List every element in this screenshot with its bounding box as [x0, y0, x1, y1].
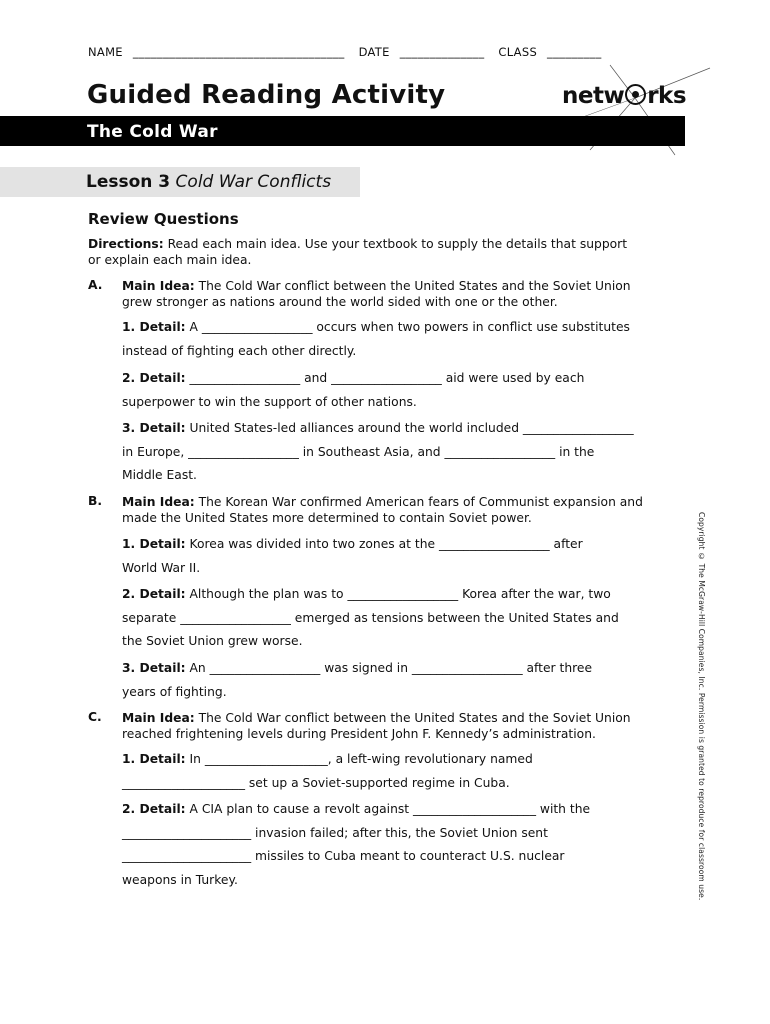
lesson-title	[86, 172, 331, 192]
detail-line: __________________ and __________________ aid were used by each	[185, 371, 585, 385]
section-a-main-idea	[122, 278, 631, 310]
lesson-name: Cold War Conflicts	[175, 172, 332, 192]
section-c-detail-1	[122, 748, 533, 795]
date-blank: ______________	[399, 45, 485, 59]
main-idea-line-2: grew stronger as nations around the world sided with one or the other.	[122, 295, 558, 309]
section-b-main-idea	[122, 494, 643, 526]
detail-line: World War II.	[122, 560, 201, 575]
section-b-detail-1	[122, 533, 583, 580]
networks-logo	[562, 83, 686, 109]
main-idea-line-2: reached frightening levels during President John F. Kennedy’s administration.	[122, 727, 596, 741]
detail-line: _____________________ missiles to Cuba meant to counteract U.S. nuclear	[122, 849, 565, 863]
lesson-number: Lesson 3	[86, 172, 171, 192]
detail-line: An __________________ was signed in __________________ after three	[185, 661, 593, 675]
page-title: Guided Reading Activity	[87, 80, 446, 110]
detail-line: the Soviet Union grew worse.	[122, 634, 303, 648]
main-idea-line-1: The Cold War conflict between the United States and the Soviet Union	[194, 711, 631, 725]
section-b-letter: B.	[88, 494, 103, 508]
main-idea-label: Main Idea:	[122, 711, 195, 725]
main-idea-line-2: made the United States more determined to contain Soviet power.	[122, 511, 532, 525]
detail-line: In ____________________, a left-wing revolutionary named	[185, 752, 533, 766]
section-b-detail-3	[122, 657, 592, 704]
main-idea-label: Main Idea:	[122, 279, 195, 293]
detail-line: Although the plan was to __________________ Korea after the war, two	[185, 587, 611, 601]
section-c-main-idea	[122, 710, 631, 742]
detail-line: _____________________ invasion failed; after this, the Soviet Union sent	[122, 825, 548, 840]
detail-label: 1. Detail:	[122, 320, 186, 334]
detail-line: superpower to win the support of other nations.	[122, 394, 417, 409]
class-blank: _________	[547, 45, 602, 59]
student-info-header	[88, 45, 680, 59]
detail-label: 3. Detail:	[122, 661, 186, 675]
detail-label: 1. Detail:	[122, 752, 186, 766]
date-label: DATE	[358, 45, 390, 59]
main-idea-label: Main Idea:	[122, 495, 195, 509]
logo-o-icon	[625, 84, 646, 105]
section-c-detail-2	[122, 798, 590, 892]
detail-line: United States-led alliances around the world included __________________	[185, 421, 634, 435]
detail-line: separate __________________ emerged as tensions between the United States and	[122, 610, 619, 625]
review-heading: Review Questions	[88, 210, 239, 228]
detail-label: 3. Detail:	[122, 421, 186, 435]
detail-line: years of fighting.	[122, 684, 227, 699]
name-label: NAME	[88, 45, 123, 59]
directions-label: Directions:	[88, 237, 164, 251]
directions	[88, 236, 627, 268]
directions-line-1: Read each main idea. Use your textbook to supply the details that support	[163, 237, 628, 251]
class-label: CLASS	[498, 45, 538, 59]
main-idea-line-1: The Cold War conflict between the United States and the Soviet Union	[194, 279, 631, 293]
detail-line: A __________________ occurs when two powers in conflict use substitutes	[185, 320, 630, 334]
detail-label: 2. Detail:	[122, 587, 186, 601]
section-c-letter: C.	[88, 710, 102, 724]
section-b-detail-2	[122, 583, 619, 654]
section-a-letter: A.	[88, 278, 103, 292]
detail-label: 2. Detail:	[122, 371, 186, 385]
detail-label: 1. Detail:	[122, 537, 186, 551]
detail-line: in Europe, __________________ in Southeast Asia, and __________________ in the	[122, 444, 595, 459]
detail-line: ____________________ set up a Soviet-supported regime in Cuba.	[122, 775, 510, 790]
directions-line-2: or explain each main idea.	[88, 253, 252, 267]
main-idea-line-1: The Korean War confirmed American fears of Communist expansion and	[194, 495, 643, 509]
logo-text-end: rks	[647, 83, 687, 109]
name-blank: ___________________________________	[132, 45, 345, 59]
detail-line: Korea was divided into two zones at the __________________ after	[185, 537, 583, 551]
section-a-detail-1	[122, 316, 630, 363]
chapter-title: The Cold War	[87, 122, 218, 142]
detail-line: A CIA plan to cause a revolt against ____________________ with the	[185, 802, 591, 816]
copyright-notice: Copyright © The McGraw-Hill Companies, Inc. Permission is granted to reproduce for classroom use.	[697, 512, 706, 901]
section-a-detail-3	[122, 417, 634, 488]
logo-text-start: netw	[562, 83, 625, 109]
section-a-detail-2	[122, 367, 584, 414]
detail-line: Middle East.	[122, 468, 197, 482]
detail-label: 2. Detail:	[122, 802, 186, 816]
detail-line: instead of fighting each other directly.	[122, 343, 357, 358]
detail-line: weapons in Turkey.	[122, 872, 238, 887]
